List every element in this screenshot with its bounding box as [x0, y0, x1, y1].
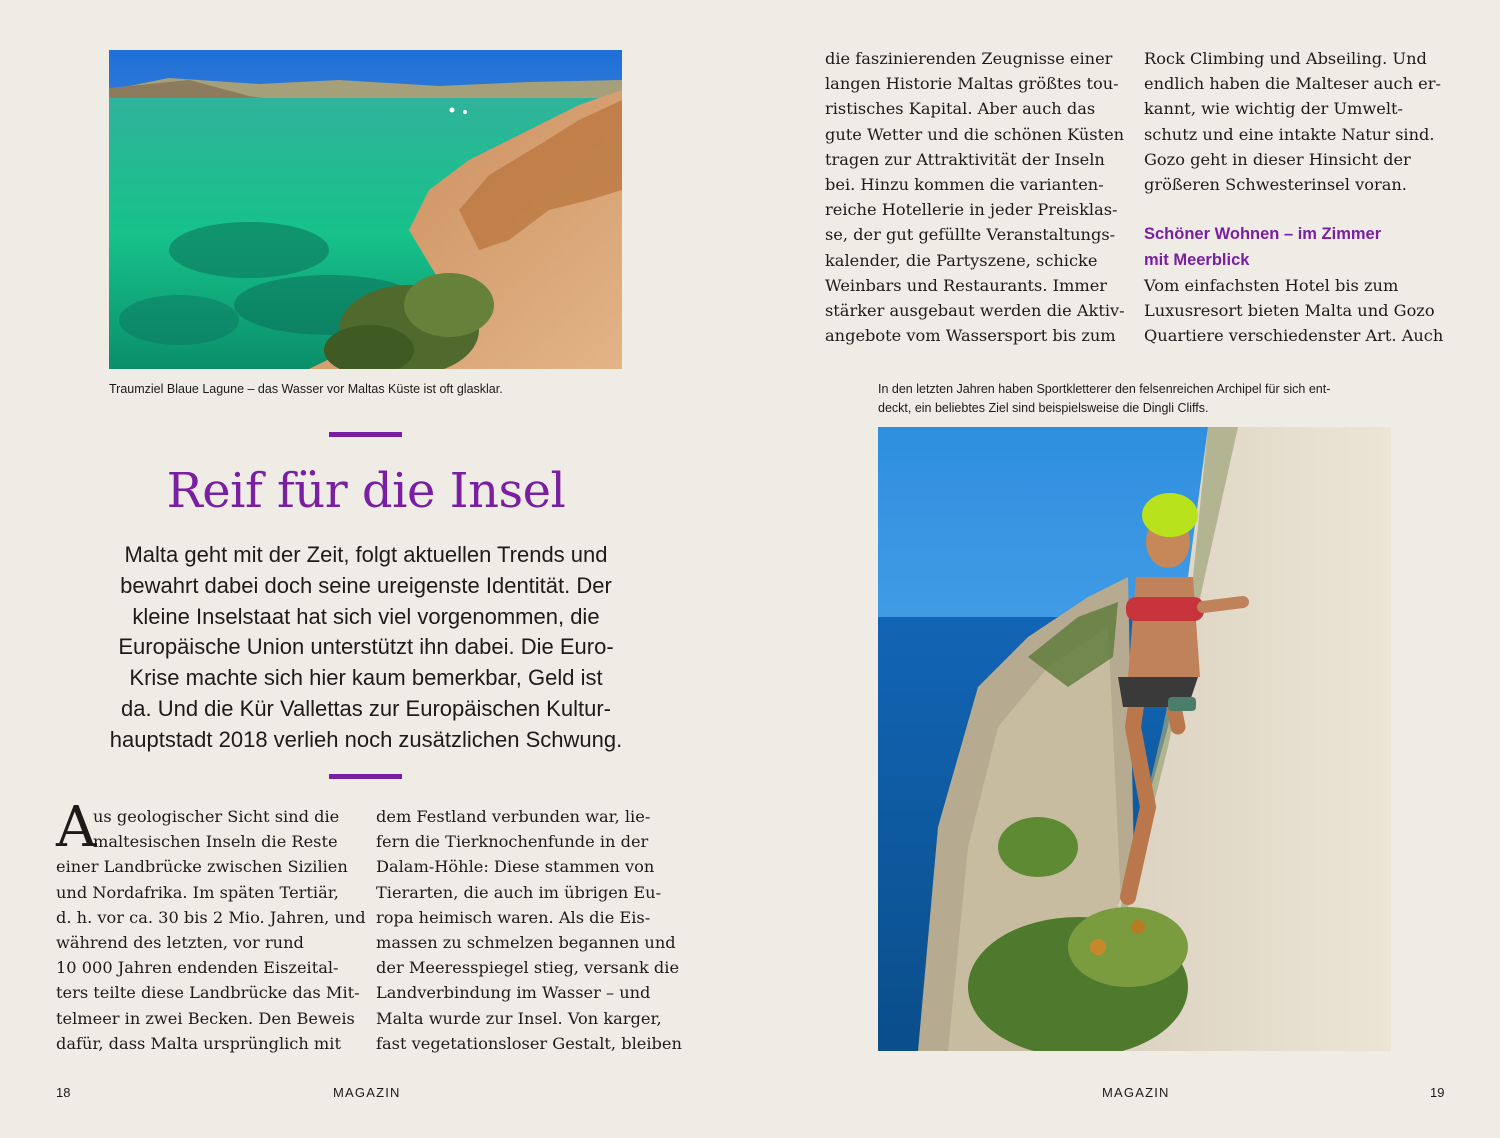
lead-line: Europäische Union unterstützt ihn dabei. Die Euro- — [118, 634, 614, 660]
lead-line: da. Und die Kür Vallettas zur Europäischen Kultur- — [121, 695, 611, 721]
body-line: Luxusresort bieten Malta und Gozo — [1144, 300, 1435, 320]
body-column-2 — [376, 804, 682, 1056]
body-line: kalender, die Partyszene, schicke — [825, 250, 1098, 270]
body-line: bei. Hinzu kommen die varianten- — [825, 174, 1104, 194]
body-line: die faszinierenden Zeugnisse einer — [825, 49, 1113, 68]
body-line: tragen zur Attraktivität der Inseln — [825, 149, 1105, 169]
caption-line: deckt, ein beliebtes Ziel sind beispielsweise die Dingli Cliffs. — [878, 401, 1209, 415]
body-line: ristisches Kapital. Aber auch das — [825, 99, 1096, 119]
body-line: schutz und eine intakte Natur sind. — [1144, 124, 1435, 144]
body-line: Quartiere verschiedenster Art. Auch — [1144, 326, 1444, 346]
body-line: während des letzten, vor rund — [56, 932, 304, 952]
body-line: Dalam-Höhle: Diese stammen von — [376, 857, 655, 877]
blue-lagoon-photo — [109, 50, 622, 369]
body-line: se, der gut gefüllte Veranstaltungs- — [825, 225, 1116, 245]
climber-photo — [878, 427, 1391, 1051]
body-line: Gozo geht in dieser Hinsicht der — [1144, 149, 1411, 169]
body-line: 10 000 Jahren endenden Eiszeital- — [56, 958, 339, 978]
body-line: endlich haben die Malteser auch er- — [1144, 74, 1441, 94]
body-line: Vom einfachsten Hotel bis zum — [1144, 275, 1399, 295]
body-line: ropa heimisch waren. Als die Eis- — [376, 907, 651, 927]
body-line: Weinbars und Restaurants. Immer — [825, 275, 1108, 295]
body-column-3 — [825, 46, 1130, 348]
body-line: Tierarten, die auch im übrigen Eu- — [376, 882, 662, 902]
body-line: einer Landbrücke zwischen Sizilien — [56, 857, 348, 877]
section-subhead: mit Meerblick — [1144, 250, 1250, 269]
article-lead — [78, 540, 654, 756]
body-line: us geologischer Sicht sind die — [93, 807, 340, 826]
article-headline: Reif für die Insel — [166, 463, 566, 519]
body-line: der Meeresspiegel stieg, versank die — [376, 958, 680, 978]
body-line: fern die Tierknochenfunde in der — [376, 832, 649, 852]
body-line: telmeer in zwei Becken. Den Beweis — [56, 1008, 355, 1028]
lead-line: kleine Inselstaat hat sich viel vorgenommen, die — [132, 603, 600, 629]
body-line: stärker ausgebaut werden die Aktiv- — [825, 300, 1125, 320]
body-line: größeren Schwesterinsel voran. — [1144, 174, 1407, 194]
page-number-right: 19 — [1430, 1085, 1445, 1100]
body-line: kannt, wie wichtig der Umwelt- — [1144, 99, 1403, 119]
section-label-left: MAGAZIN — [333, 1085, 401, 1100]
section-subhead: Schöner Wohnen – im Zimmer — [1144, 225, 1382, 244]
body-column-4 — [1144, 46, 1449, 348]
body-line: Landverbindung im Wasser – und — [376, 983, 651, 1003]
lead-line: hauptstadt 2018 verlieh noch zusätzlichen Schwung. — [109, 726, 623, 752]
section-label-right: MAGAZIN — [1102, 1085, 1170, 1100]
lead-line: bewahrt dabei doch seine ureigenste Identität. Der — [120, 572, 612, 598]
body-line: und Nordafrika. Im späten Tertiär, — [56, 882, 339, 902]
body-line: Rock Climbing und Abseiling. Und — [1144, 49, 1427, 68]
body-line: massen zu schmelzen begannen und — [376, 932, 676, 952]
body-line: fast vegetationsloser Gestalt, bleiben — [376, 1033, 682, 1053]
body-line: langen Historie Maltas größtes tou- — [825, 74, 1119, 94]
lead-line: Krise machte sich hier kaum bemerkbar, Geld ist — [129, 665, 603, 691]
body-line: angebote vom Wassersport bis zum — [825, 326, 1116, 346]
body-line: maltesischen Inseln die Reste — [93, 832, 338, 852]
body-line: dafür, dass Malta ursprünglich mit — [56, 1033, 341, 1053]
body-line: Malta wurde zur Insel. Von karger, — [376, 1008, 662, 1028]
body-line: d. h. vor ca. 30 bis 2 Mio. Jahren, und — [56, 907, 366, 927]
lead-line: Malta geht mit der Zeit, folgt aktuellen Trends und — [124, 542, 608, 567]
body-line: reiche Hotellerie in jeder Preisklas- — [825, 200, 1118, 220]
page-number-left: 18 — [56, 1085, 71, 1100]
body-line — [1144, 197, 1449, 222]
body-line: gute Wetter und die schönen Küsten — [825, 124, 1125, 144]
blue-lagoon-caption: Traumziel Blaue Lagune – das Wasser vor Maltas Küste ist oft glasklar. — [109, 382, 503, 396]
caption-line: In den letzten Jahren haben Sportkletterer den felsenreichen Archipel für sich ent- — [878, 382, 1331, 396]
body-line: dem Festland verbunden war, lie- — [376, 807, 651, 826]
body-line: ters teilte diese Landbrücke das Mit- — [56, 983, 360, 1003]
headline-rule-bottom — [329, 774, 402, 779]
body-column-1 — [56, 804, 366, 1056]
climber-caption — [878, 380, 1418, 418]
drop-cap: A — [56, 795, 97, 860]
headline-rule-top — [329, 432, 402, 437]
